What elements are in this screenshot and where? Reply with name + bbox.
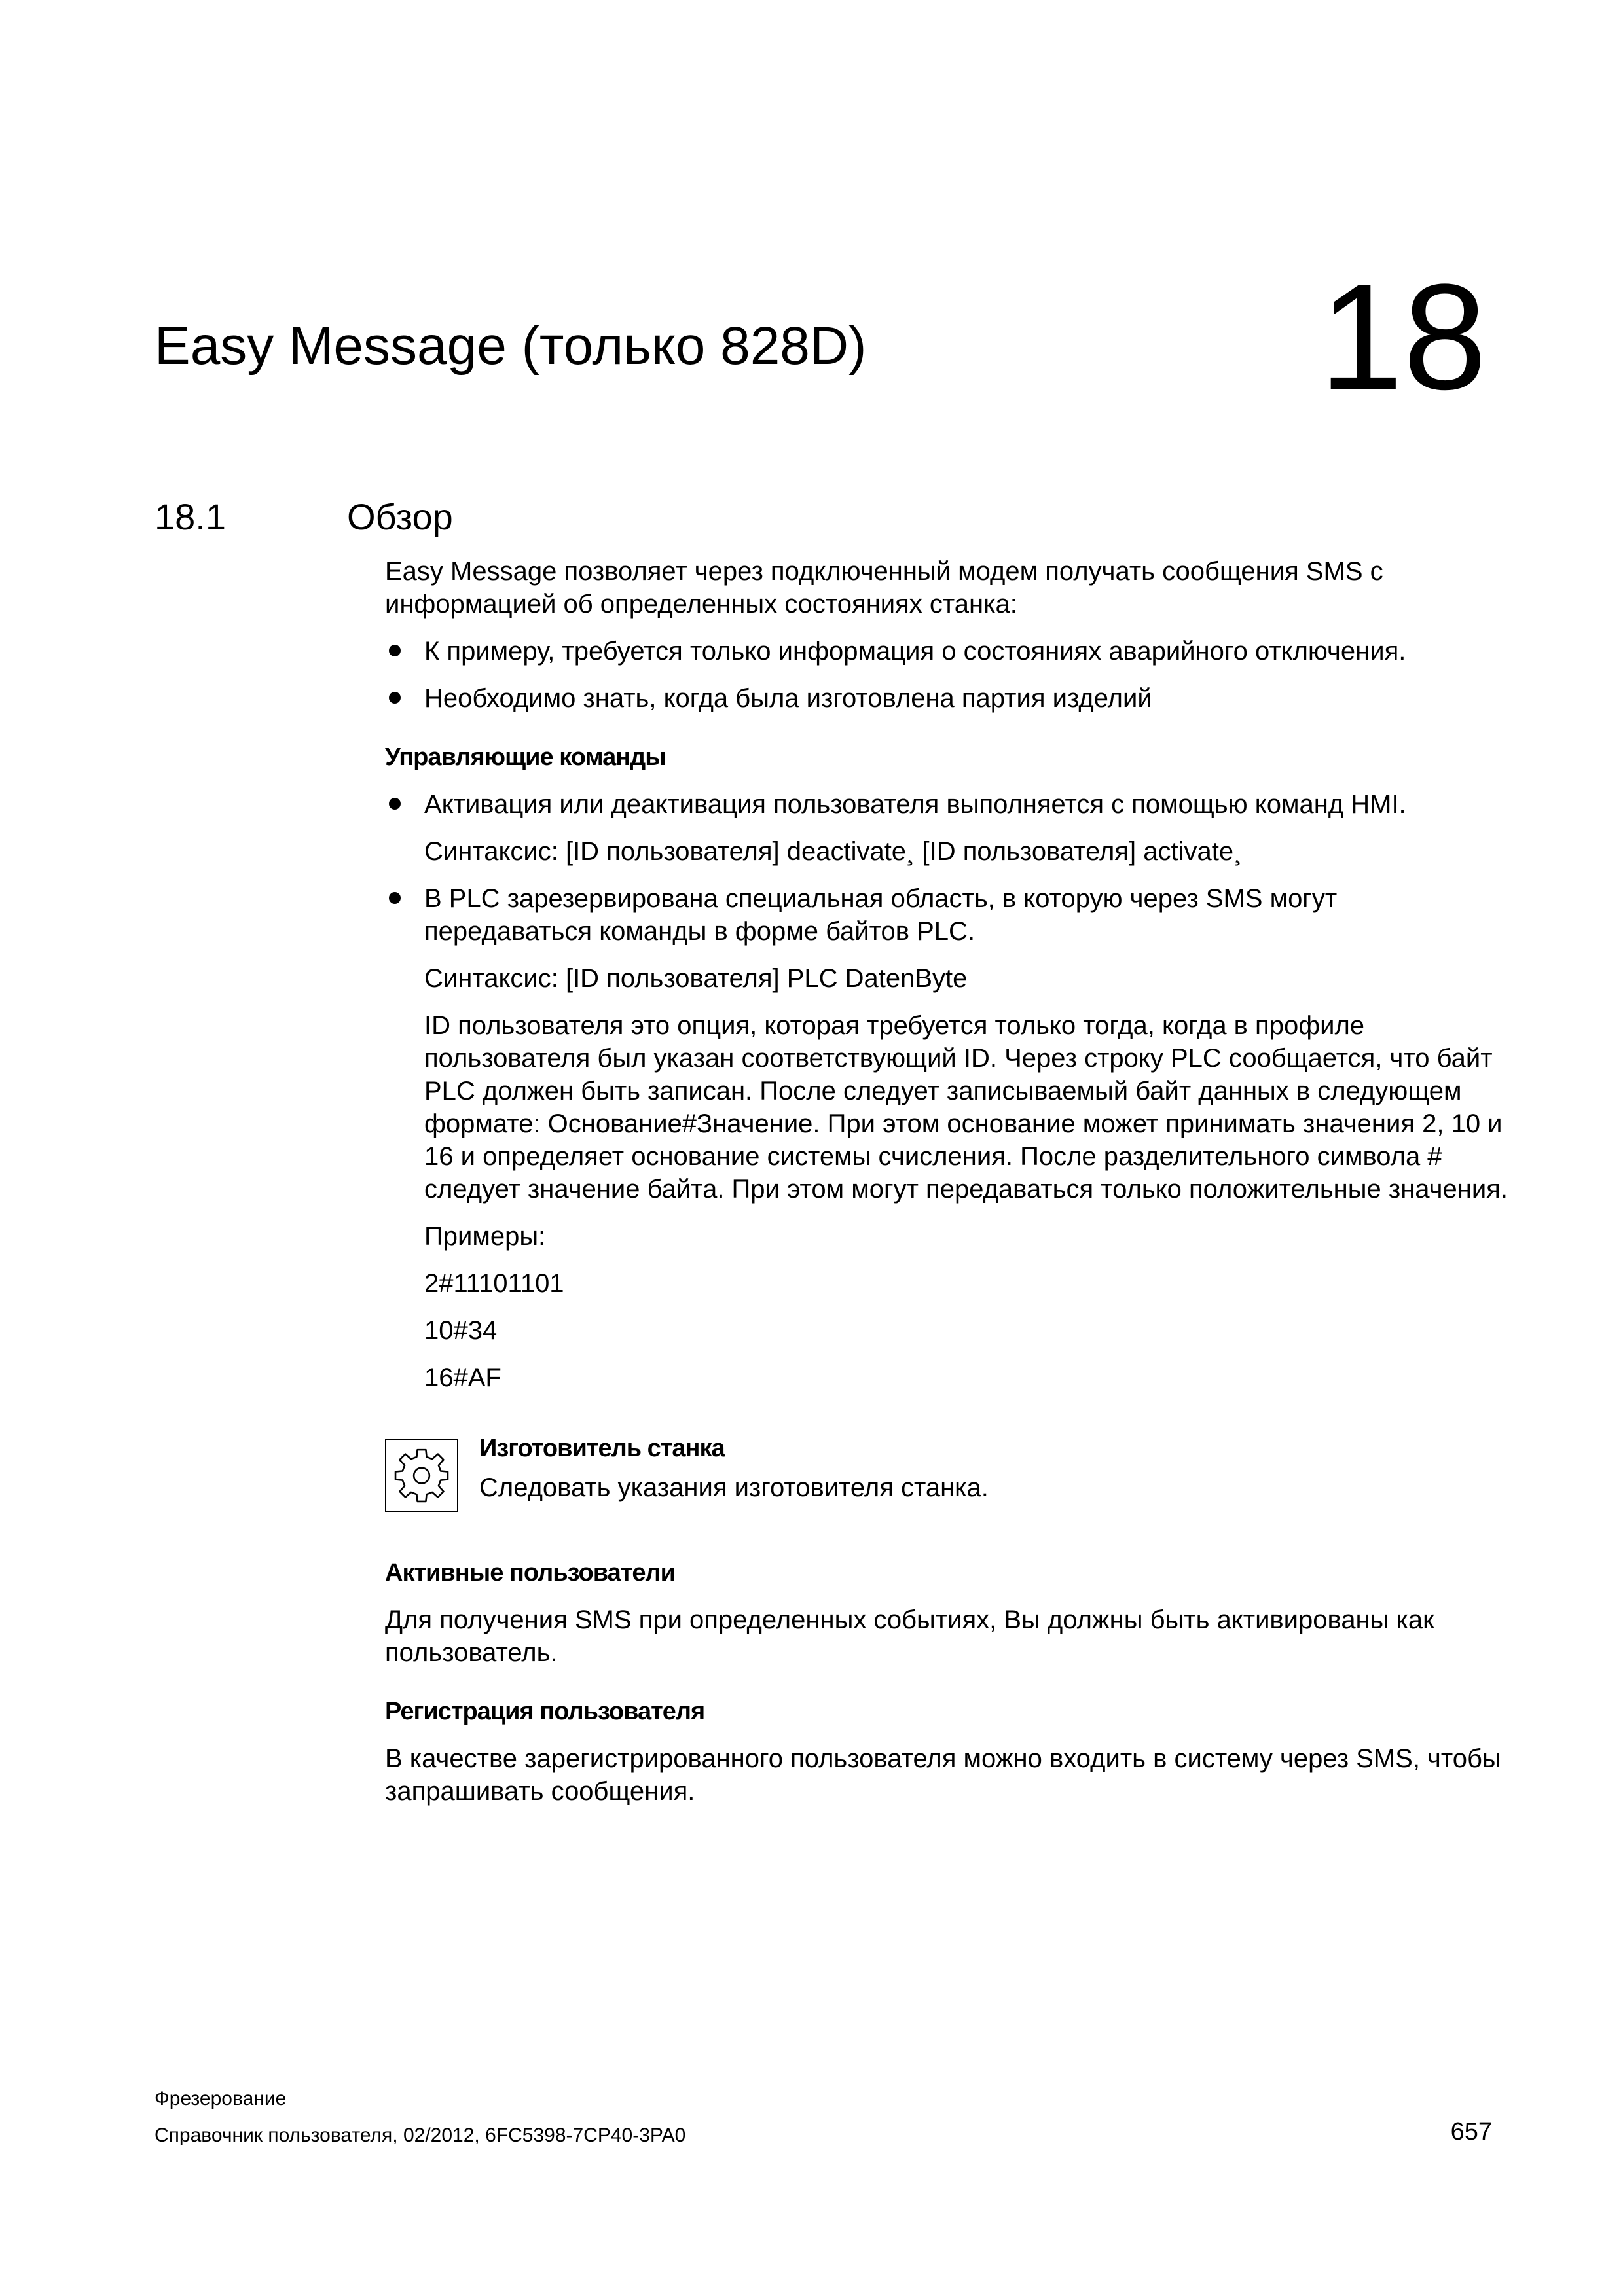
manufacturer-note: [385, 1432, 1511, 1530]
control-commands-list-2: [385, 882, 1511, 948]
user-registration-heading: Регистрация пользователя: [385, 1698, 705, 1725]
plc-explanation: ID пользователя это опция, которая требуется только тогда, когда в профиле пользователя был указан соответствующий ID. Через строку PLC сообщается, что байт PLC должен быть записан. После следует записываемый байт данных в следующем формате: Основание#Значение. При этом основание может принимать значения 2, 10 и 16 и определяет основание системы счисления. После разделительного символа # следует значение байта. При этом могут передаваться только положительные значения.: [424, 1011, 1508, 1204]
list-item: [385, 682, 1511, 715]
intro-paragraph: Easy Message позволяет через подключенный модем получать сообщения SMS с информацией об определенных состояниях станка:: [385, 557, 1383, 619]
section-number: 18.1: [155, 496, 226, 537]
bullet-icon: [389, 645, 401, 656]
bullet-text: В PLC зарезервирована специальная область, в которую через SMS могут передаваться команды в форме байтов PLC.: [424, 884, 1338, 946]
footer-manual-info: Справочник пользователя, 02/2012, 6FC5398-7CP40-3PA0: [155, 2125, 686, 2146]
list-item: [385, 882, 1511, 948]
chapter-title: Easy Message (только 828D): [155, 316, 867, 376]
syntax-plc: Синтаксис: [ID пользователя] PLC DatenByte: [424, 964, 968, 993]
page-number: 657: [1450, 2118, 1492, 2145]
section-content: [385, 555, 1511, 1808]
control-commands-heading: Управляющие команды: [385, 744, 666, 771]
syntax-activate: Синтаксис: [ID пользователя] deactivate¸ [ID пользователя] activate¸: [424, 837, 1243, 866]
intro-bullet-list: [385, 635, 1511, 715]
bullet-text: Необходимо знать, когда была изготовлена партия изделий: [424, 684, 1152, 713]
section-title: Обзор: [347, 496, 453, 537]
examples-label: Примеры:: [424, 1222, 546, 1251]
gear-icon: [385, 1439, 458, 1512]
bullet-icon: [389, 798, 401, 810]
list-item: [385, 635, 1511, 668]
example-decimal: 10#34: [424, 1316, 498, 1345]
active-users-heading: Активные пользователи: [385, 1559, 675, 1587]
bullet-text: Активация или деактивация пользователя выполняется с помощью команд HMI.: [424, 790, 1406, 819]
note-title: Изготовитель станка: [479, 1435, 725, 1462]
control-commands-list: [385, 788, 1511, 821]
active-users-text: Для получения SMS при определенных событиях, Вы должны быть активированы как пользователь.: [385, 1605, 1434, 1667]
bullet-icon: [389, 692, 401, 704]
chapter-number: 18: [1319, 253, 1487, 421]
bullet-text: К примеру, требуется только информация о состояниях аварийного отключения.: [424, 637, 1406, 666]
bullet-icon: [389, 892, 401, 904]
list-item: [385, 788, 1511, 821]
footer-book-title: Фрезерование: [155, 2088, 287, 2109]
note-text: Следовать указания изготовителя станка.: [479, 1473, 989, 1502]
example-binary: 2#11101101: [424, 1269, 564, 1298]
user-registration-text: В качестве зарегистрированного пользователя можно входить в систему через SMS, чтобы запрашивать сообщения.: [385, 1744, 1501, 1806]
example-hex: 16#AF: [424, 1363, 501, 1392]
